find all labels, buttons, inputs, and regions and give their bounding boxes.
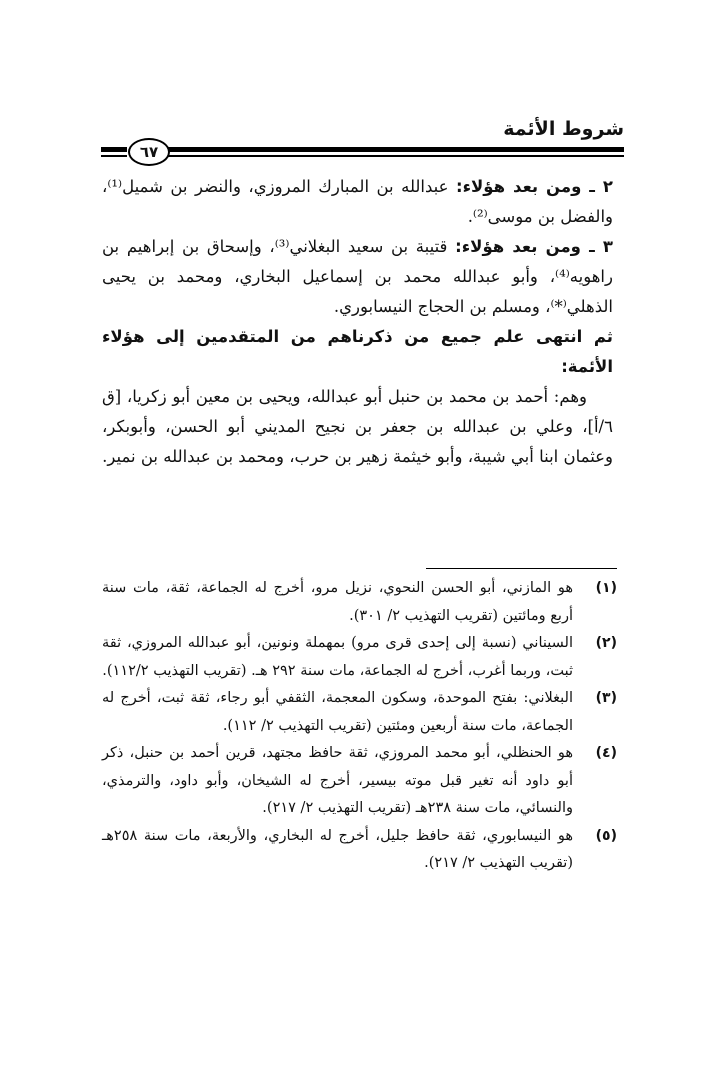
footnote-number: (٣) [595, 690, 617, 706]
footnote-item [102, 630, 617, 685]
paragraph-3-lead: ٣ ـ ومن بعد هؤلاء: [455, 237, 613, 256]
footnote-item [102, 740, 617, 823]
header-rule-thick [166, 147, 624, 152]
paragraph-3-text: قتيبة بن سعيد البغلاني⁽³⁾، وإسحاق بن إبراهيم بن راهويه⁽⁴⁾، وأبو عبدالله محمد بن إسماعيل البخاري، ومحمد بن يحيى الذهلي⁽*⁾، ومسلم بن الحجاج النيسابوري. [102, 237, 613, 316]
conclusion-heading: ثم انتهى علم جميع من ذكرناهم من المتقدمين إلى هؤلاء الأئمة: [102, 327, 613, 376]
running-title: شروط الأئمة [503, 118, 624, 140]
footnote-text: هو الحنظلي، أبو محمد المروزي، ثقة حافظ مجتهد، قرين أحمد بن حنبل، ذكر أبو داود أنه تغير قبل موته بيسير، أخرج له الشيخان، وأبو داود، والترمذي، والنسائي، مات سنة ٢٣٨هـ (تقريب التهذيب ٢/ ٢١٧). [102, 745, 573, 816]
footnote-number: (٥) [595, 827, 617, 844]
paragraph-2-text: عبدالله بن المبارك المروزي، والنضر بن شميل⁽¹⁾، والفضل بن موسى⁽²⁾. [102, 177, 613, 226]
body-text [102, 172, 613, 472]
footnote-number: (١) [595, 580, 617, 596]
header-rule-left-thick [101, 147, 127, 152]
footnote-text: هو النيسابوري، ثقة حافظ جليل، أخرج له البخاري، والأربعة، مات سنة ٢٥٨هـ (تقريب التهذيب ٢/ ٢١٧). [102, 827, 573, 871]
footnote-text: هو المازني، أبو الحسن النحوي، نزيل مرو، أخرج له الجماعة، ثقة، مات سنة أربع ومائتين (تقريب التهذيب ٢/ ٣٠١). [102, 580, 573, 624]
paragraph-2-lead: ٢ ـ ومن بعد هؤلاء: [455, 177, 613, 196]
footnote-item [102, 823, 617, 878]
paragraph-3 [102, 232, 613, 322]
footnote-number: (٢) [595, 635, 617, 651]
conclusion-text: وهم: أحمد بن محمد بن حنبل أبو عبدالله، ويحيى بن معين أبو زكريا، [ق ٦/أ]، وعلي بن عبدالله بن جعفر بن نجيح المديني أبو الحسن، وأبوبكر، وعثمان ابنا أبي شيبة، وأبو خيثمة زهير بن حرب، ومحمد بن عبدالله بن نمير. [102, 387, 613, 466]
footnote-item [102, 685, 617, 740]
footnote-separator [426, 568, 617, 569]
footnote-text: البغلاني: بفتح الموحدة، وسكون المعجمة، الثقفي أبو رجاء، ثقة ثبت، أخرج له الجماعة، مات سنة أربعين ومئتين (تقريب التهذيب ٢/ ١١٢). [102, 690, 573, 734]
header-rule-thin [166, 155, 624, 157]
paragraph-2 [102, 172, 613, 232]
header-rule-left-thin [101, 155, 127, 157]
footnote-item [102, 575, 617, 630]
footnote-number: (٤) [595, 745, 617, 761]
footnotes [102, 575, 617, 878]
footnote-text: السيناني (نسبة إلى إحدى قرى مرو) بمهملة ونونين، أبو عبدالله المروزي، ثقة ثبت، وربما أغرب، أخرج له الجماعة، مات سنة ٢٩٢ هـ. (تقريب التهذيب ١١٢/٢). [102, 635, 573, 679]
page-number: ٦٧ [128, 138, 170, 166]
